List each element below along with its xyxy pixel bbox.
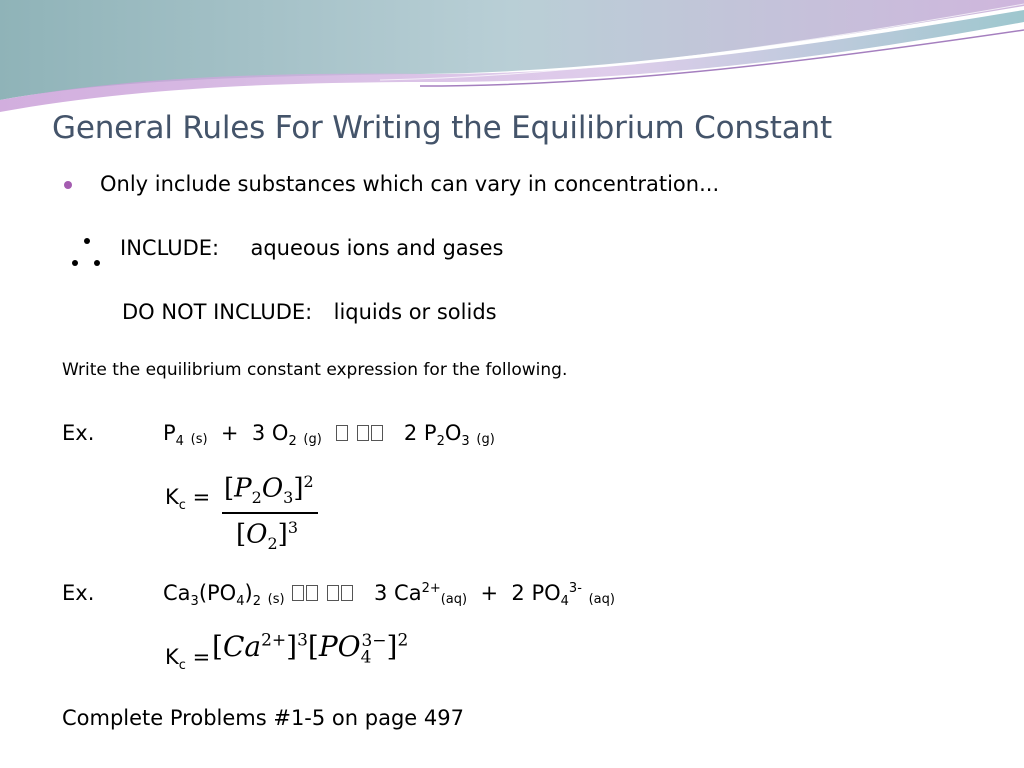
bullet-marker [64,181,72,189]
example2-expression: $[Ca^{2+}]^3[PO_4^{3-}]^2$ [212,630,409,668]
do-not-include-label: DO NOT INCLUDE: [122,300,313,324]
example1-denominator: $[O_2]^3$ [236,518,299,553]
header-swoosh-decoration [0,0,1024,120]
example1-kc-label: $K_c$ = [165,485,211,514]
example1-fraction-bar [222,512,318,514]
example1-label: Ex. [62,421,95,445]
example1-numerator: $[P_2O_3]^2$ [224,472,314,507]
closing-instruction: Complete Problems #1-5 on page 497 [62,706,464,730]
example2-equation: $Ca_3(PO_4)_2$ (s) 3 $Ca^{2+}(aq) + 2$ $PO_4^{3-}$ (aq) [163,581,615,610]
example2-kc-label: $K_c$ = [165,645,211,674]
bullet-text: Only include substances which can vary in concentration... [100,172,720,196]
include-text: aqueous ions and gases [250,236,504,260]
do-not-include-text: liquids or solids [333,300,497,324]
do-not-include-line [122,300,497,324]
instruction-text: Write the equilibrium constant expression for the following. [62,360,568,380]
include-line [120,236,503,260]
include-label: INCLUDE: [120,236,220,260]
example2-label: Ex. [62,581,95,605]
example1-equation: $P_4$ (s) + 3 $O_2$ (g) 2 $P_2O_3$ (g) [163,421,495,450]
slide-title: General Rules For Writing the Equilibrium Constant [52,110,832,146]
therefore-symbol [70,232,104,272]
